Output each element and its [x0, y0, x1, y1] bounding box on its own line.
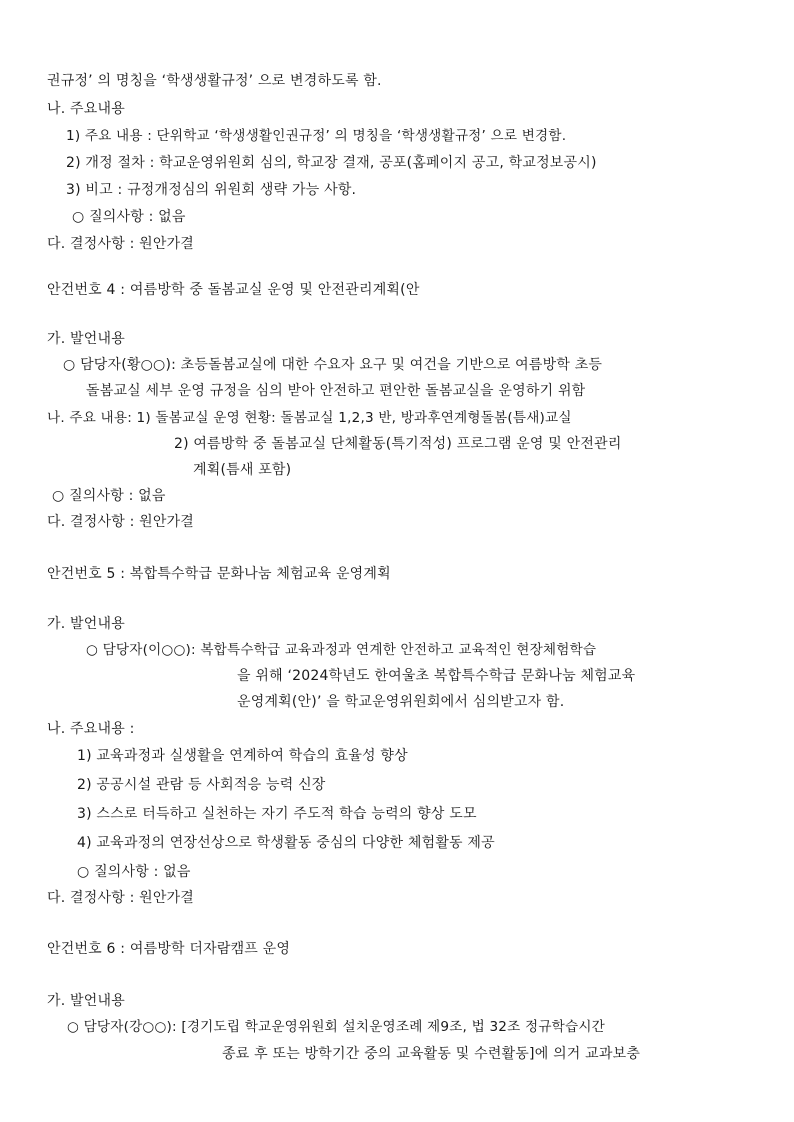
section-heading: 가. 발언내용	[47, 331, 125, 347]
section-heading: 가. 발언내용	[47, 616, 125, 632]
inquiry-line: ○ 질의사항 : 없음	[72, 209, 186, 225]
agenda-title: 안건번호 6 : 여름방학 더자람캠프 운영	[47, 941, 291, 957]
list-item: 1) 교육과정과 실생활을 연계하여 학습의 효율성 향상	[77, 748, 408, 764]
speaker-line: ○ 담당자(황○○): 초등돌봄교실에 대한 수요자 요구 및 여건을 기반으로 여름방학 초등	[63, 357, 603, 373]
text-line: 운영계획(안)’ 을 학교운영위원회에서 심의받고자 함.	[237, 694, 565, 710]
decision-line: 다. 결정사항 : 원안가결	[47, 890, 195, 906]
section-heading: 나. 주요내용	[47, 101, 125, 117]
decision-line: 다. 결정사항 : 원안가결	[47, 514, 195, 530]
list-item: 3) 비고 : 규정개정심의 위원회 생략 가능 사항.	[66, 182, 357, 198]
agenda-title: 안건번호 4 : 여름방학 중 돌봄교실 운영 및 안전관리계획(안	[47, 282, 420, 298]
text-line: 계획(틈새 포함)	[193, 462, 292, 478]
list-item: 2) 개정 절차 : 학교운영위원회 심의, 학교장 결재, 공포(홈페이지 공고, 학교정보공시)	[66, 155, 597, 171]
inquiry-line: ○ 질의사항 : 없음	[77, 864, 191, 880]
list-item: 4) 교육과정의 연장선상으로 학생활동 중심의 다양한 체험활동 제공	[77, 835, 495, 851]
speaker-line: ○ 담당자(강○○): [경기도립 학교운영위원회 설치운영조례 제9조, 법 32조 정규학습시간	[67, 1019, 605, 1035]
text-line: 돌봄교실 세부 운영 규정을 심의 받아 안전하고 편안한 돌봄교실을 운영하기 위함	[86, 383, 586, 399]
list-item: 2) 여름방학 중 돌봄교실 단체활동(특기적성) 프로그램 운영 및 안전관리	[174, 436, 622, 452]
section-heading: 가. 발언내용	[47, 993, 125, 1009]
speaker-line: ○ 담당자(이○○): 복합특수학급 교육과정과 연계한 안전하고 교육적인 현장체험학습	[86, 642, 597, 658]
section-heading: 나. 주요 내용: 1) 돌봄교실 운영 현황: 돌봄교실 1,2,3 반, 방과후연계형돌봄(틈새)교실	[47, 410, 572, 426]
text-line: 종료 후 또는 방학기간 중의 교육활동 및 수련활동]에 의거 교과보충	[222, 1046, 641, 1062]
decision-line: 다. 결정사항 : 원안가결	[47, 236, 195, 252]
text-line: 을 위해 ‘2024학년도 한여울초 복합특수학급 문화나눔 체험교육	[237, 668, 636, 684]
list-item: 3) 스스로 터득하고 실천하는 자기 주도적 학습 능력의 향상 도모	[77, 806, 477, 822]
inquiry-line: ○ 질의사항 : 없음	[52, 488, 166, 504]
list-item: 1) 주요 내용 : 단위학교 ‘학생생활인권규정’ 의 명칭을 ‘학생생활규정’ 으로 변경함.	[66, 128, 567, 144]
text-line: 권규정’ 의 명칭을 ‘학생생활규정’ 으로 변경하도록 함.	[47, 73, 382, 89]
agenda-title: 안건번호 5 : 복합특수학급 문화나눔 체험교육 운영계획	[47, 566, 391, 582]
list-item: 2) 공공시설 관람 등 사회적응 능력 신장	[77, 777, 326, 793]
section-heading: 나. 주요내용 :	[47, 721, 135, 737]
